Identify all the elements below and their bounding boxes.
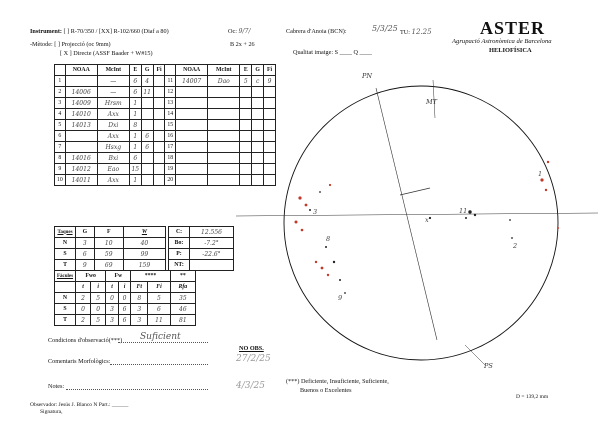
taques-w: 99 bbox=[123, 249, 165, 260]
instrument-opt1: [ ] R-70/350 / bbox=[63, 28, 98, 35]
location-label: Cabrera d'Anoia (BCN): bbox=[286, 28, 347, 35]
noaa-num: 4 bbox=[55, 109, 66, 120]
group-label-1: 1 bbox=[538, 170, 543, 178]
facules-star2: ** bbox=[170, 271, 195, 282]
pn-label: PN bbox=[362, 72, 373, 80]
noaa-num: 2 bbox=[55, 87, 66, 98]
noaa-e: 6 bbox=[129, 153, 141, 164]
no-obs-date2: 4/3/25 bbox=[236, 381, 265, 391]
legend-line1: (***) Deficiente, Insuficiente, Suficiente, bbox=[286, 378, 389, 385]
facules-value: 46 bbox=[170, 304, 195, 315]
solar-disk bbox=[284, 86, 558, 360]
noaa-num: 6 bbox=[55, 131, 66, 142]
facules-sub-header: Fi bbox=[148, 282, 170, 293]
noaa-mcint: Hrsm bbox=[97, 98, 129, 109]
noaa-e: 1 bbox=[129, 175, 141, 186]
param-label: NT: bbox=[169, 260, 190, 271]
b-label: B 2x + 26 bbox=[230, 41, 255, 48]
noaa-e: 1 bbox=[129, 109, 141, 120]
noaa-num: 3 bbox=[55, 98, 66, 109]
instrument-label: Instrument: bbox=[30, 28, 62, 35]
facules-value: 5 bbox=[148, 293, 170, 304]
noaa-e: 8 bbox=[129, 120, 141, 131]
noaa-num: 18 bbox=[165, 153, 176, 164]
facules-value: 3 bbox=[131, 304, 148, 315]
noaa-num: 13 bbox=[165, 98, 176, 109]
noaa-id: 14016 bbox=[65, 153, 97, 164]
metode-opt2: [ X ] Directe (ASSF Baader + W#15) bbox=[60, 50, 153, 57]
facules-fw: Fw bbox=[106, 271, 131, 282]
facules-value: 11 bbox=[148, 315, 170, 326]
facules-sub-header: Rfa bbox=[170, 282, 195, 293]
taques-header: Taques bbox=[55, 227, 76, 238]
param-label: Bo: bbox=[169, 238, 190, 249]
noaa-fi: 9 bbox=[264, 76, 276, 87]
noaa-mcint: — bbox=[97, 87, 129, 98]
noaa-num: 9 bbox=[55, 164, 66, 175]
param-value: 12.556 bbox=[190, 227, 234, 238]
noaa-e: 6 bbox=[129, 87, 141, 98]
group-label-x: x bbox=[425, 216, 429, 224]
noaa-header-mcint: McInt bbox=[97, 65, 129, 76]
facules-value: 5 bbox=[91, 293, 106, 304]
noaa-mcint: Bxi bbox=[97, 153, 129, 164]
group-label-9: 9 bbox=[338, 294, 343, 302]
param-value: -22.6° bbox=[190, 249, 234, 260]
facules-sub-header: t bbox=[76, 282, 91, 293]
no-obs-label: NO OBS. bbox=[239, 345, 264, 352]
facules-value: 8 bbox=[131, 293, 148, 304]
brand-title: ASTER bbox=[480, 18, 546, 38]
noaa-id: 14012 bbox=[65, 164, 97, 175]
taques-w: 159 bbox=[123, 260, 165, 271]
no-obs-date1: 27/2/25 bbox=[236, 354, 271, 364]
axis-line bbox=[376, 88, 437, 340]
noaa-header-fi2: Fi bbox=[264, 65, 276, 76]
facules-value: 0 bbox=[76, 304, 91, 315]
signatura: Signatura, bbox=[40, 409, 63, 415]
brand-section: HELIOFÍSICA bbox=[489, 47, 532, 54]
mt-label: MT bbox=[426, 98, 437, 106]
morfologics-label: Comentaris Morfològics: bbox=[48, 358, 111, 365]
noaa-e: 1 bbox=[129, 98, 141, 109]
noaa-num: 8 bbox=[55, 153, 66, 164]
taques-col-w: W bbox=[123, 227, 165, 238]
param-label: P: bbox=[169, 249, 190, 260]
noaa-mcint: Axx bbox=[97, 131, 129, 142]
metode-label: -Mètode: bbox=[30, 41, 53, 48]
taques-label: N bbox=[55, 238, 76, 249]
noaa-mcint: Eao bbox=[97, 164, 129, 175]
condicions-label: Condicions d'observació(***) bbox=[48, 337, 123, 344]
noaa-id: 14013 bbox=[65, 120, 97, 131]
filament-mark bbox=[400, 188, 430, 195]
instrument-opt2: [XX] R-102/660 (Diaf a 80) bbox=[98, 28, 169, 35]
taques-label: S bbox=[55, 249, 76, 260]
noaa-header-mcint2: McInt bbox=[208, 65, 240, 76]
facules-label: T bbox=[55, 315, 76, 326]
noaa-num: 15 bbox=[165, 120, 176, 131]
param-label: C: bbox=[169, 227, 190, 238]
diameter-label: D = 139,2 mm bbox=[516, 394, 549, 400]
facules-sub-header: Ft bbox=[131, 282, 148, 293]
noaa-num: 1 bbox=[55, 76, 66, 87]
noaa-num: 12 bbox=[165, 87, 176, 98]
legend-line2: Buenos o Excelentes bbox=[300, 387, 352, 394]
noaa-mcint: — bbox=[97, 76, 129, 87]
noaa-num: 20 bbox=[165, 175, 176, 186]
noaa-e: 15 bbox=[129, 164, 141, 175]
facules-sub-header: i bbox=[118, 282, 131, 293]
facules-stars: **** bbox=[131, 271, 170, 282]
facules-header: Fàcules bbox=[55, 271, 76, 282]
noaa-g: 6 bbox=[141, 142, 153, 153]
notes-label: Notes: bbox=[48, 383, 65, 390]
taques-col-f: F bbox=[94, 227, 123, 238]
facules-value: 2 bbox=[76, 315, 91, 326]
noaa-header-fi: Fi bbox=[153, 65, 165, 76]
taques-f: 69 bbox=[94, 260, 123, 271]
noaa-num: 17 bbox=[165, 142, 176, 153]
noaa-header-noaa: NOAA bbox=[65, 65, 97, 76]
facules-fwo: Fwo bbox=[76, 271, 106, 282]
facules-label: N bbox=[55, 293, 76, 304]
noaa-id: 14010 bbox=[65, 109, 97, 120]
sunspot-marks bbox=[309, 191, 513, 294]
qualitat-label: Qualitat imatge: S ____ Q ____ bbox=[293, 49, 372, 56]
ps-line bbox=[465, 345, 485, 365]
ps-label: PS bbox=[484, 362, 493, 370]
facules-value: 6 bbox=[118, 304, 131, 315]
facules-value: 35 bbox=[170, 293, 195, 304]
group-numbers bbox=[313, 170, 542, 302]
reference-line-horizontal bbox=[236, 213, 598, 216]
noaa-id: 14011 bbox=[65, 175, 97, 186]
facules-sub-header: t bbox=[106, 282, 119, 293]
noaa-num: 11 bbox=[165, 76, 176, 87]
noaa-num: 16 bbox=[165, 131, 176, 142]
taques-w: 40 bbox=[123, 238, 165, 249]
facules-value: 3 bbox=[106, 304, 119, 315]
noaa-g: 4 bbox=[141, 76, 153, 87]
facules-value: 0 bbox=[118, 293, 131, 304]
group-label-8: 8 bbox=[326, 235, 331, 243]
noaa-mcint: Axx bbox=[97, 109, 129, 120]
facules-value: 6 bbox=[148, 304, 170, 315]
tu-value: 12.25 bbox=[411, 28, 432, 36]
noaa-e: 5 bbox=[240, 76, 252, 87]
group-label-2: 2 bbox=[513, 242, 518, 250]
noaa-e: 1 bbox=[129, 142, 141, 153]
taques-g: 3 bbox=[76, 238, 95, 249]
facules-label: S bbox=[55, 304, 76, 315]
taques-f: 10 bbox=[94, 238, 123, 249]
facules-value: 6 bbox=[118, 315, 131, 326]
noaa-g: c bbox=[252, 76, 264, 87]
noaa-num: 5 bbox=[55, 120, 66, 131]
noaa-header-noaa2: NOAA bbox=[176, 65, 208, 76]
noaa-mcint: Dxi bbox=[97, 120, 129, 131]
observador: Observador: Jesús J. Blanco N Part.: ______ bbox=[30, 402, 129, 408]
taques-f: 59 bbox=[94, 249, 123, 260]
noaa-e: 1 bbox=[129, 131, 141, 142]
group-label-3: 3 bbox=[313, 208, 318, 216]
brand-subtitle: Agrupació Astronòmica de Barcelona bbox=[452, 38, 552, 45]
noaa-header-g2: G bbox=[252, 65, 264, 76]
noaa-header-e: E bbox=[129, 65, 141, 76]
facules-value: 0 bbox=[91, 304, 106, 315]
taques-g: 9 bbox=[76, 260, 95, 271]
facules-value: 0 bbox=[106, 293, 119, 304]
noaa-header-g: G bbox=[141, 65, 153, 76]
taques-col-g: G bbox=[76, 227, 95, 238]
noaa-id: 14007 bbox=[176, 76, 208, 87]
facules-value: 5 bbox=[91, 315, 106, 326]
oc-value: 9/7/ bbox=[238, 28, 251, 35]
taques-label: T bbox=[55, 260, 76, 271]
facules-sub-header: i bbox=[91, 282, 106, 293]
condicions-value: Suficient bbox=[140, 332, 181, 342]
noaa-id: 14009 bbox=[65, 98, 97, 109]
noaa-mcint: Hsxg bbox=[97, 142, 129, 153]
noaa-header-e2: E bbox=[240, 65, 252, 76]
noaa-g: 6 bbox=[141, 131, 153, 142]
tu-label: TU: bbox=[400, 29, 410, 36]
group-label-11: 11 bbox=[459, 207, 468, 215]
noaa-num: 19 bbox=[165, 164, 176, 175]
taques-g: 6 bbox=[76, 249, 95, 260]
metode-opt1: [ ] Projecció (oc 9mm) bbox=[54, 41, 111, 48]
noaa-num: 14 bbox=[165, 109, 176, 120]
noaa-num: 10 bbox=[55, 175, 66, 186]
facules-value: 2 bbox=[76, 293, 91, 304]
facules-value: 3 bbox=[131, 315, 148, 326]
noaa-id: 14006 bbox=[65, 87, 97, 98]
noaa-e: 6 bbox=[129, 76, 141, 87]
param-value: -7.2° bbox=[190, 238, 234, 249]
noaa-num: 7 bbox=[55, 142, 66, 153]
oc-label: Oc: bbox=[228, 28, 237, 35]
noaa-g: 11 bbox=[141, 87, 153, 98]
facules-value: 3 bbox=[106, 315, 119, 326]
facules-value: 81 bbox=[170, 315, 195, 326]
date-value: 5/3/25 bbox=[372, 24, 398, 33]
noaa-mcint: Dao bbox=[208, 76, 240, 87]
noaa-mcint: Axx bbox=[97, 175, 129, 186]
